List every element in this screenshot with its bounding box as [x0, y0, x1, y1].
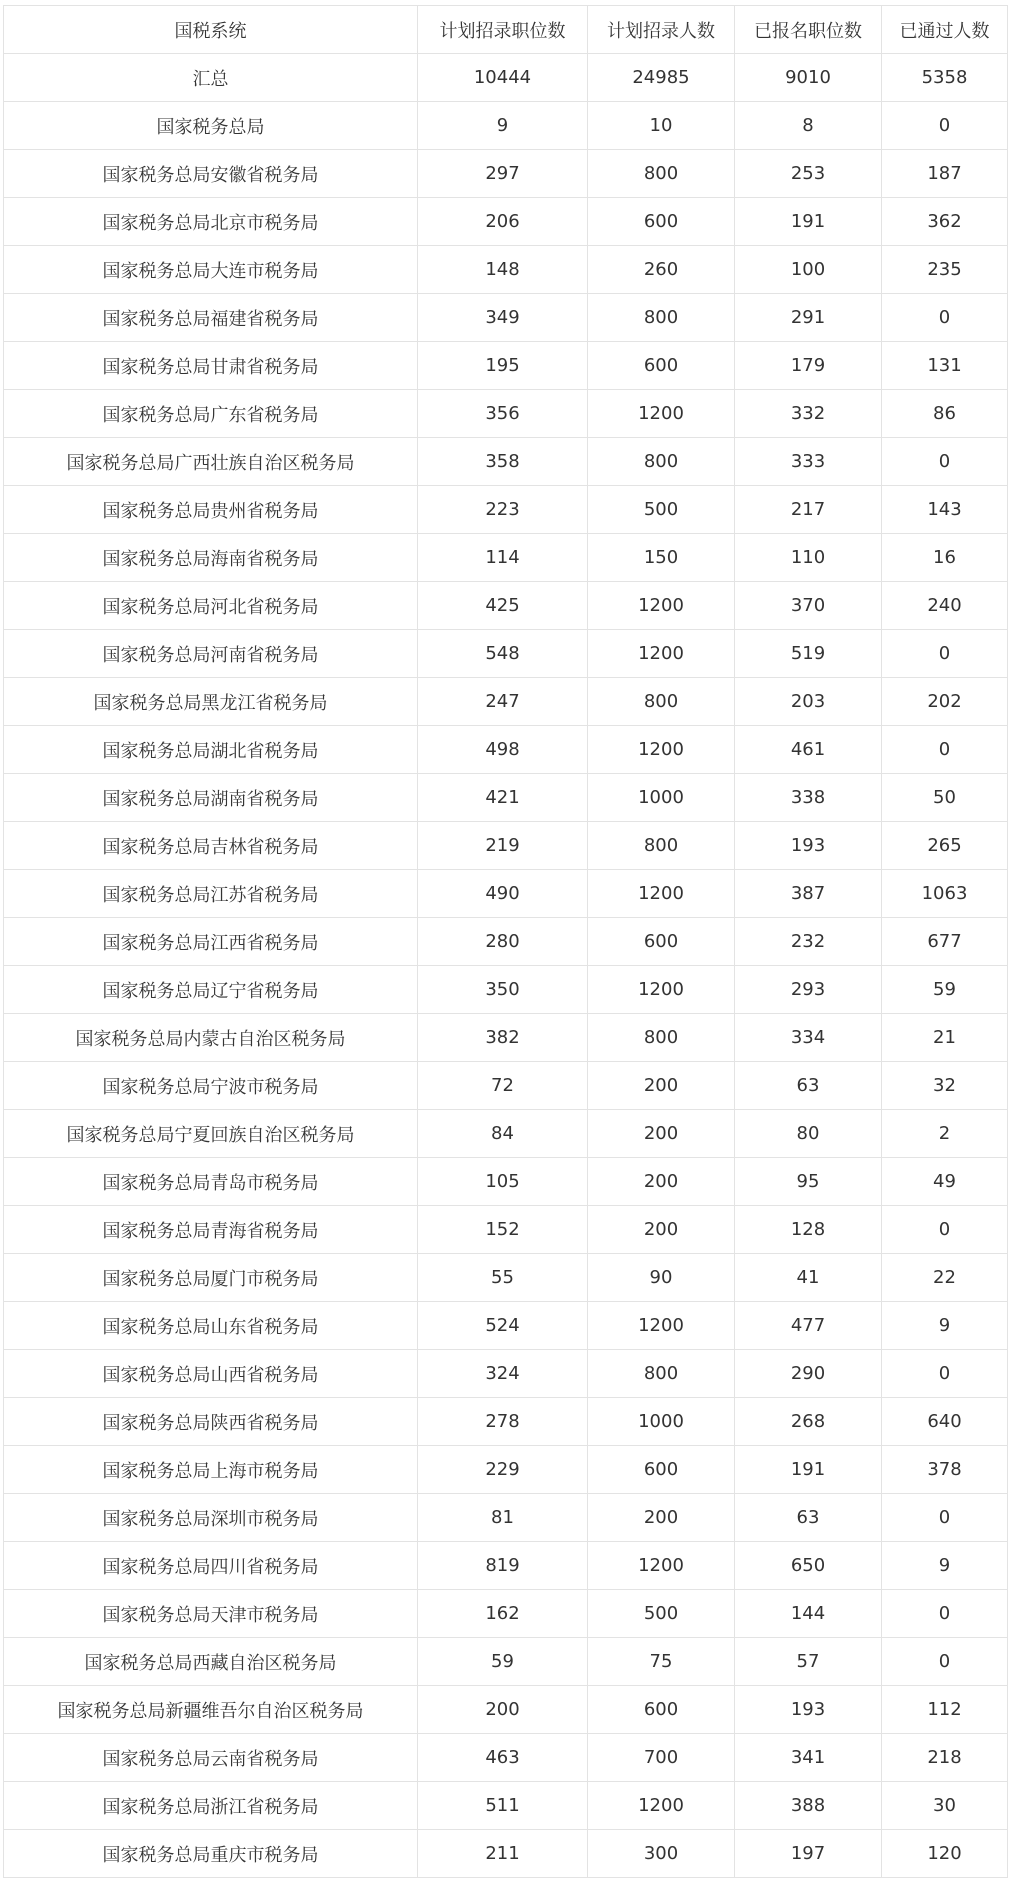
- cell-planned-headcount: 1200: [588, 1542, 735, 1590]
- table-row: [4, 1830, 1008, 1878]
- cell-passed-count: 30: [882, 1782, 1008, 1830]
- table-row: [4, 630, 1008, 678]
- table-row: [4, 1782, 1008, 1830]
- cell-applied-positions: 80: [735, 1110, 882, 1158]
- cell-tax-system: 国家税务总局海南省税务局: [4, 534, 418, 582]
- cell-planned-headcount: 600: [588, 198, 735, 246]
- cell-planned-headcount: 600: [588, 918, 735, 966]
- cell-planned-positions: 819: [418, 1542, 588, 1590]
- cell-passed-count: 362: [882, 198, 1008, 246]
- cell-planned-positions: 463: [418, 1734, 588, 1782]
- cell-planned-headcount: 90: [588, 1254, 735, 1302]
- cell-tax-system: 国家税务总局青岛市税务局: [4, 1158, 418, 1206]
- cell-applied-positions: 232: [735, 918, 882, 966]
- cell-planned-headcount: 800: [588, 822, 735, 870]
- cell-passed-count: 265: [882, 822, 1008, 870]
- cell-passed-count: 187: [882, 150, 1008, 198]
- tax-recruitment-table-container: [3, 5, 1007, 1878]
- cell-planned-headcount: 800: [588, 678, 735, 726]
- cell-passed-count: 22: [882, 1254, 1008, 1302]
- cell-tax-system: 国家税务总局西藏自治区税务局: [4, 1638, 418, 1686]
- cell-planned-positions: 72: [418, 1062, 588, 1110]
- table-row: [4, 678, 1008, 726]
- cell-planned-positions: 211: [418, 1830, 588, 1878]
- cell-passed-count: 9: [882, 1302, 1008, 1350]
- cell-tax-system: 国家税务总局福建省税务局: [4, 294, 418, 342]
- table-row: [4, 1302, 1008, 1350]
- cell-planned-positions: 105: [418, 1158, 588, 1206]
- cell-planned-positions: 195: [418, 342, 588, 390]
- cell-tax-system: 国家税务总局陕西省税务局: [4, 1398, 418, 1446]
- cell-planned-positions: 421: [418, 774, 588, 822]
- cell-passed-count: 131: [882, 342, 1008, 390]
- cell-tax-system: 国家税务总局山西省税务局: [4, 1350, 418, 1398]
- cell-applied-positions: 110: [735, 534, 882, 582]
- cell-passed-count: 50: [882, 774, 1008, 822]
- cell-passed-count: 0: [882, 630, 1008, 678]
- cell-applied-positions: 191: [735, 198, 882, 246]
- table-row: [4, 342, 1008, 390]
- cell-applied-positions: 519: [735, 630, 882, 678]
- cell-tax-system: 国家税务总局贵州省税务局: [4, 486, 418, 534]
- cell-passed-count: 0: [882, 1206, 1008, 1254]
- cell-passed-count: 677: [882, 918, 1008, 966]
- cell-planned-positions: 247: [418, 678, 588, 726]
- cell-planned-positions: 350: [418, 966, 588, 1014]
- cell-applied-positions: 334: [735, 1014, 882, 1062]
- cell-applied-positions: 95: [735, 1158, 882, 1206]
- cell-passed-count: 378: [882, 1446, 1008, 1494]
- cell-passed-count: 218: [882, 1734, 1008, 1782]
- cell-passed-count: 9: [882, 1542, 1008, 1590]
- cell-applied-positions: 100: [735, 246, 882, 294]
- cell-passed-count: 240: [882, 582, 1008, 630]
- header-applied-positions: 已报名职位数: [735, 6, 882, 54]
- summary-row: [4, 54, 1008, 102]
- cell-planned-positions: 9: [418, 102, 588, 150]
- cell-tax-system: 国家税务总局浙江省税务局: [4, 1782, 418, 1830]
- cell-tax-system: 国家税务总局江西省税务局: [4, 918, 418, 966]
- cell-applied-positions: 191: [735, 1446, 882, 1494]
- cell-planned-headcount: 1200: [588, 1782, 735, 1830]
- table-row: [4, 1254, 1008, 1302]
- header-tax-system: 国税系统: [4, 6, 418, 54]
- cell-applied-positions: 253: [735, 150, 882, 198]
- cell-planned-headcount: 200: [588, 1110, 735, 1158]
- table-row: [4, 774, 1008, 822]
- cell-applied-positions: 370: [735, 582, 882, 630]
- cell-planned-headcount: 1200: [588, 582, 735, 630]
- cell-applied-positions: 179: [735, 342, 882, 390]
- cell-tax-system: 国家税务总局北京市税务局: [4, 198, 418, 246]
- cell-applied-positions: 341: [735, 1734, 882, 1782]
- cell-passed-count: 16: [882, 534, 1008, 582]
- table-row: [4, 582, 1008, 630]
- cell-tax-system: 国家税务总局吉林省税务局: [4, 822, 418, 870]
- cell-tax-system: 国家税务总局新疆维吾尔自治区税务局: [4, 1686, 418, 1734]
- cell-planned-headcount: 800: [588, 438, 735, 486]
- cell-tax-system: 国家税务总局河南省税务局: [4, 630, 418, 678]
- cell-planned-headcount: 600: [588, 1446, 735, 1494]
- cell-applied-positions: 650: [735, 1542, 882, 1590]
- cell-tax-system: 国家税务总局重庆市税务局: [4, 1830, 418, 1878]
- cell-passed-count: 2: [882, 1110, 1008, 1158]
- tax-recruitment-table: [3, 5, 1008, 1878]
- header-row: [4, 6, 1008, 54]
- cell-planned-headcount: 800: [588, 1350, 735, 1398]
- cell-planned-positions: 382: [418, 1014, 588, 1062]
- cell-tax-system: 国家税务总局湖南省税务局: [4, 774, 418, 822]
- table-row: [4, 1206, 1008, 1254]
- cell-planned-positions: 358: [418, 438, 588, 486]
- cell-planned-headcount: 600: [588, 342, 735, 390]
- cell-tax-system: 国家税务总局天津市税务局: [4, 1590, 418, 1638]
- cell-planned-positions: 490: [418, 870, 588, 918]
- cell-planned-positions: 524: [418, 1302, 588, 1350]
- cell-planned-headcount: 200: [588, 1494, 735, 1542]
- cell-planned-headcount: 260: [588, 246, 735, 294]
- cell-applied-positions: 268: [735, 1398, 882, 1446]
- header-passed-count: 已通过人数: [882, 6, 1008, 54]
- cell-tax-system: 国家税务总局湖北省税务局: [4, 726, 418, 774]
- cell-planned-positions: 280: [418, 918, 588, 966]
- table-row: [4, 1590, 1008, 1638]
- table-row: [4, 1158, 1008, 1206]
- table-row: [4, 1014, 1008, 1062]
- cell-passed-count: 1063: [882, 870, 1008, 918]
- cell-planned-headcount: 700: [588, 1734, 735, 1782]
- cell-planned-headcount: 500: [588, 1590, 735, 1638]
- cell-applied-positions: 193: [735, 822, 882, 870]
- cell-passed-count: 202: [882, 678, 1008, 726]
- cell-applied-positions: 128: [735, 1206, 882, 1254]
- table-row: [4, 1350, 1008, 1398]
- cell-passed-count: 0: [882, 726, 1008, 774]
- cell-passed-count: 5358: [882, 54, 1008, 102]
- cell-tax-system: 国家税务总局广东省税务局: [4, 390, 418, 438]
- cell-passed-count: 0: [882, 294, 1008, 342]
- cell-planned-headcount: 150: [588, 534, 735, 582]
- cell-tax-system: 国家税务总局厦门市税务局: [4, 1254, 418, 1302]
- cell-planned-headcount: 800: [588, 1014, 735, 1062]
- cell-applied-positions: 63: [735, 1062, 882, 1110]
- cell-tax-system: 国家税务总局深圳市税务局: [4, 1494, 418, 1542]
- cell-tax-system: 国家税务总局广西壮族自治区税务局: [4, 438, 418, 486]
- cell-applied-positions: 41: [735, 1254, 882, 1302]
- cell-applied-positions: 8: [735, 102, 882, 150]
- cell-planned-headcount: 1200: [588, 726, 735, 774]
- table-row: [4, 822, 1008, 870]
- cell-applied-positions: 388: [735, 1782, 882, 1830]
- table-row: [4, 294, 1008, 342]
- cell-planned-positions: 297: [418, 150, 588, 198]
- cell-passed-count: 0: [882, 1494, 1008, 1542]
- cell-planned-headcount: 10: [588, 102, 735, 150]
- cell-planned-headcount: 200: [588, 1158, 735, 1206]
- table-row: [4, 534, 1008, 582]
- cell-applied-positions: 477: [735, 1302, 882, 1350]
- cell-passed-count: 86: [882, 390, 1008, 438]
- cell-planned-headcount: 800: [588, 294, 735, 342]
- cell-planned-headcount: 24985: [588, 54, 735, 102]
- cell-applied-positions: 333: [735, 438, 882, 486]
- table-row: [4, 198, 1008, 246]
- cell-tax-system: 国家税务总局安徽省税务局: [4, 150, 418, 198]
- table-row: [4, 1734, 1008, 1782]
- cell-tax-system: 汇总: [4, 54, 418, 102]
- cell-tax-system: 国家税务总局大连市税务局: [4, 246, 418, 294]
- cell-tax-system: 国家税务总局青海省税务局: [4, 1206, 418, 1254]
- table-row: [4, 390, 1008, 438]
- cell-passed-count: 59: [882, 966, 1008, 1014]
- cell-planned-positions: 81: [418, 1494, 588, 1542]
- cell-applied-positions: 193: [735, 1686, 882, 1734]
- table-row: [4, 1398, 1008, 1446]
- cell-passed-count: 120: [882, 1830, 1008, 1878]
- cell-planned-positions: 55: [418, 1254, 588, 1302]
- table-body: [4, 54, 1008, 1878]
- table-row: [4, 1062, 1008, 1110]
- cell-planned-positions: 152: [418, 1206, 588, 1254]
- table-row: [4, 150, 1008, 198]
- table-row: [4, 918, 1008, 966]
- cell-tax-system: 国家税务总局甘肃省税务局: [4, 342, 418, 390]
- cell-planned-headcount: 200: [588, 1206, 735, 1254]
- cell-planned-headcount: 500: [588, 486, 735, 534]
- cell-tax-system: 国家税务总局河北省税务局: [4, 582, 418, 630]
- cell-applied-positions: 387: [735, 870, 882, 918]
- cell-passed-count: 112: [882, 1686, 1008, 1734]
- cell-applied-positions: 290: [735, 1350, 882, 1398]
- cell-tax-system: 国家税务总局: [4, 102, 418, 150]
- cell-applied-positions: 57: [735, 1638, 882, 1686]
- table-row: [4, 246, 1008, 294]
- cell-applied-positions: 63: [735, 1494, 882, 1542]
- cell-applied-positions: 293: [735, 966, 882, 1014]
- cell-applied-positions: 338: [735, 774, 882, 822]
- cell-planned-positions: 511: [418, 1782, 588, 1830]
- cell-planned-positions: 206: [418, 198, 588, 246]
- cell-passed-count: 235: [882, 246, 1008, 294]
- cell-applied-positions: 144: [735, 1590, 882, 1638]
- table-row: [4, 486, 1008, 534]
- cell-applied-positions: 332: [735, 390, 882, 438]
- table-row: [4, 966, 1008, 1014]
- header-planned-headcount: 计划招录人数: [588, 6, 735, 54]
- cell-passed-count: 0: [882, 1590, 1008, 1638]
- table-row: [4, 1638, 1008, 1686]
- cell-planned-positions: 349: [418, 294, 588, 342]
- cell-planned-headcount: 600: [588, 1686, 735, 1734]
- cell-planned-headcount: 1000: [588, 774, 735, 822]
- cell-planned-positions: 10444: [418, 54, 588, 102]
- cell-planned-headcount: 1200: [588, 870, 735, 918]
- cell-planned-positions: 278: [418, 1398, 588, 1446]
- cell-planned-positions: 223: [418, 486, 588, 534]
- cell-passed-count: 32: [882, 1062, 1008, 1110]
- cell-planned-positions: 162: [418, 1590, 588, 1638]
- cell-planned-positions: 219: [418, 822, 588, 870]
- cell-planned-headcount: 75: [588, 1638, 735, 1686]
- cell-planned-positions: 324: [418, 1350, 588, 1398]
- cell-passed-count: 0: [882, 1638, 1008, 1686]
- cell-tax-system: 国家税务总局黑龙江省税务局: [4, 678, 418, 726]
- cell-tax-system: 国家税务总局宁夏回族自治区税务局: [4, 1110, 418, 1158]
- cell-tax-system: 国家税务总局内蒙古自治区税务局: [4, 1014, 418, 1062]
- cell-planned-positions: 148: [418, 246, 588, 294]
- cell-passed-count: 49: [882, 1158, 1008, 1206]
- cell-tax-system: 国家税务总局江苏省税务局: [4, 870, 418, 918]
- cell-planned-positions: 114: [418, 534, 588, 582]
- table-row: [4, 1542, 1008, 1590]
- cell-planned-headcount: 300: [588, 1830, 735, 1878]
- cell-planned-headcount: 800: [588, 150, 735, 198]
- cell-planned-positions: 548: [418, 630, 588, 678]
- cell-planned-positions: 229: [418, 1446, 588, 1494]
- cell-tax-system: 国家税务总局辽宁省税务局: [4, 966, 418, 1014]
- cell-planned-headcount: 1200: [588, 630, 735, 678]
- table-row: [4, 726, 1008, 774]
- cell-passed-count: 143: [882, 486, 1008, 534]
- cell-tax-system: 国家税务总局上海市税务局: [4, 1446, 418, 1494]
- cell-tax-system: 国家税务总局四川省税务局: [4, 1542, 418, 1590]
- cell-applied-positions: 9010: [735, 54, 882, 102]
- table-row: [4, 1494, 1008, 1542]
- cell-tax-system: 国家税务总局山东省税务局: [4, 1302, 418, 1350]
- cell-planned-headcount: 200: [588, 1062, 735, 1110]
- cell-applied-positions: 203: [735, 678, 882, 726]
- table-row: [4, 870, 1008, 918]
- cell-passed-count: 0: [882, 1350, 1008, 1398]
- cell-applied-positions: 217: [735, 486, 882, 534]
- table-row: [4, 102, 1008, 150]
- cell-planned-headcount: 1000: [588, 1398, 735, 1446]
- cell-tax-system: 国家税务总局宁波市税务局: [4, 1062, 418, 1110]
- cell-applied-positions: 461: [735, 726, 882, 774]
- table-row: [4, 1110, 1008, 1158]
- cell-planned-positions: 498: [418, 726, 588, 774]
- cell-planned-headcount: 1200: [588, 1302, 735, 1350]
- cell-planned-headcount: 1200: [588, 966, 735, 1014]
- table-row: [4, 438, 1008, 486]
- cell-planned-headcount: 1200: [588, 390, 735, 438]
- cell-tax-system: 国家税务总局云南省税务局: [4, 1734, 418, 1782]
- cell-planned-positions: 200: [418, 1686, 588, 1734]
- cell-passed-count: 0: [882, 438, 1008, 486]
- table-header: [4, 6, 1008, 54]
- cell-applied-positions: 197: [735, 1830, 882, 1878]
- cell-planned-positions: 59: [418, 1638, 588, 1686]
- cell-passed-count: 0: [882, 102, 1008, 150]
- table-row: [4, 1446, 1008, 1494]
- cell-passed-count: 640: [882, 1398, 1008, 1446]
- header-planned-positions: 计划招录职位数: [418, 6, 588, 54]
- cell-planned-positions: 84: [418, 1110, 588, 1158]
- table-row: [4, 1686, 1008, 1734]
- cell-planned-positions: 356: [418, 390, 588, 438]
- cell-applied-positions: 291: [735, 294, 882, 342]
- cell-planned-positions: 425: [418, 582, 588, 630]
- cell-passed-count: 21: [882, 1014, 1008, 1062]
